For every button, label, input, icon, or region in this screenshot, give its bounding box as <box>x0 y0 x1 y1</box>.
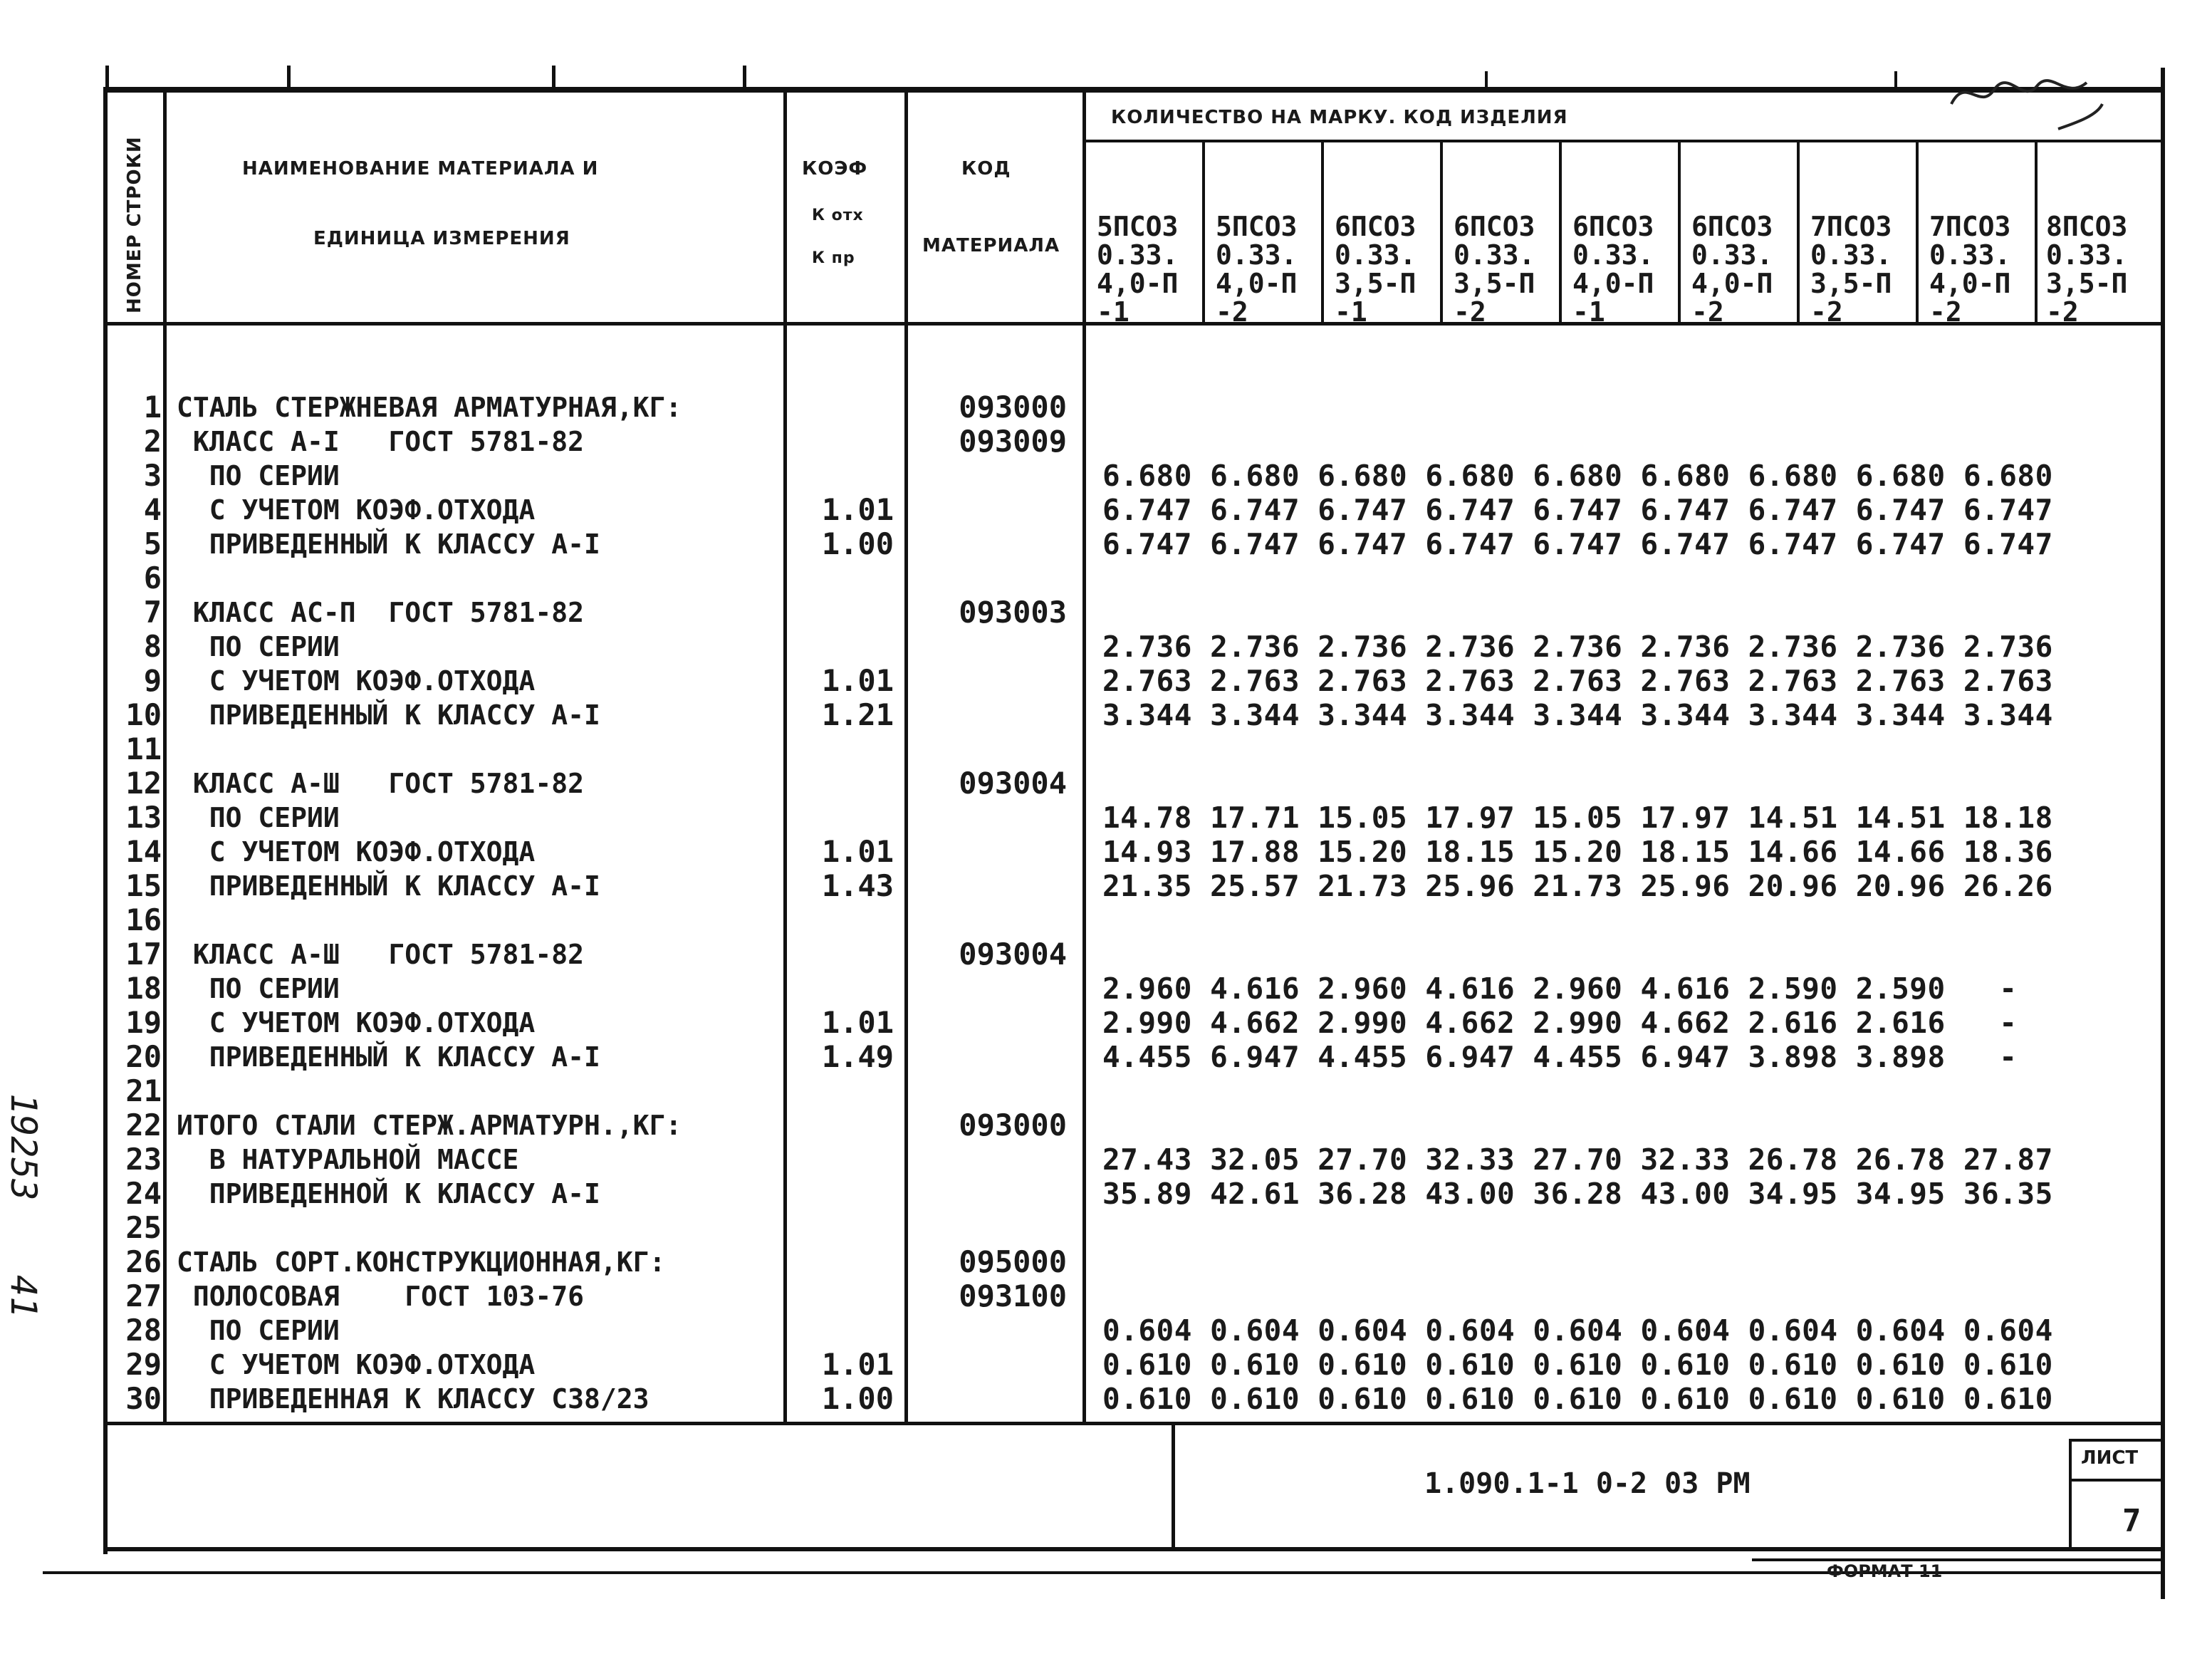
top-tick <box>1485 71 1488 88</box>
quantity-row: 2.960 4.616 2.960 4.616 2.960 4.616 2.590 2.590 - <box>1102 972 2053 1006</box>
footer-top-line <box>103 1422 2165 1425</box>
codes-column <box>926 390 1067 1416</box>
material-name: ПРИВЕДЕННОЙ К КЛАССУ А-I <box>177 1178 600 1209</box>
material-code: 093100 <box>959 1279 1067 1313</box>
material-name: ПРИВЕДЕННЫЙ К КЛАССУ А-I <box>177 529 600 560</box>
quantity-row: 14.93 17.88 15.20 18.15 15.20 18.15 14.66 14.66 18.36 <box>1102 835 2053 869</box>
quantity-row <box>1102 425 2053 459</box>
coef-value <box>808 1177 894 1211</box>
material-code <box>926 1211 1067 1245</box>
material-code <box>926 972 1067 1006</box>
material-code <box>926 527 1067 561</box>
coef-value <box>808 972 894 1006</box>
row-number: 1 <box>143 390 162 425</box>
material-name <box>177 1074 682 1108</box>
coef-header-line2: К отх <box>812 207 864 224</box>
coef-value <box>808 390 894 425</box>
material-name: КЛАСС А-I ГОСТ 5781-82 <box>177 426 584 457</box>
col-line-rownum <box>163 93 167 1425</box>
frame-bottom-line <box>103 1547 2165 1551</box>
mark-col-line <box>2035 141 2038 323</box>
mark-header: 7ПСО3 0.33. 3,5-П -2 <box>1810 211 1892 328</box>
row-number: 26 <box>125 1244 162 1279</box>
quantity-row <box>1102 903 2053 937</box>
material-code <box>926 1382 1067 1416</box>
mark-col-line <box>1321 141 1324 323</box>
material-code <box>926 459 1067 493</box>
row-number: 5 <box>143 526 162 561</box>
quantity-row: 0.604 0.604 0.604 0.604 0.604 0.604 0.604 0.604 0.604 <box>1102 1313 2053 1348</box>
row-number: 28 <box>125 1313 162 1348</box>
mark-header: 6ПСО3 0.33. 3,5-П -1 <box>1335 211 1417 328</box>
coef-value <box>808 1279 894 1313</box>
coef-value <box>808 1245 894 1279</box>
coef-value <box>808 630 894 664</box>
code-header-line2: МАТЕРИАЛА <box>922 235 1060 256</box>
material-code <box>926 698 1067 732</box>
code-header-line1: КОД <box>961 158 1011 179</box>
mark-col-line <box>1559 141 1562 323</box>
quantity-row: 2.736 2.736 2.736 2.736 2.736 2.736 2.736 2.736 2.736 <box>1102 630 2053 664</box>
coef-value: 1.21 <box>821 697 894 732</box>
material-name: ПО СЕРИИ <box>177 973 340 1004</box>
coef-value <box>808 903 894 937</box>
quantity-row <box>1102 766 2053 801</box>
quantity-row: 6.680 6.680 6.680 6.680 6.680 6.680 6.680 6.680 6.680 <box>1102 459 2053 493</box>
top-tick <box>743 66 746 88</box>
coef-value <box>808 561 894 595</box>
quantity-row: 35.89 42.61 36.28 43.00 36.28 43.00 34.95 34.95 36.35 <box>1102 1177 2053 1211</box>
row-number: 21 <box>125 1073 162 1108</box>
quantity-row: 0.610 0.610 0.610 0.610 0.610 0.610 0.610 0.610 0.610 <box>1102 1382 2053 1416</box>
material-code <box>926 732 1067 766</box>
mark-header: 5ПСО3 0.33. 4,0-П -2 <box>1216 211 1298 328</box>
quantity-row <box>1102 1074 2053 1108</box>
material-code <box>926 1313 1067 1348</box>
row-number: 3 <box>143 458 162 493</box>
signature-scribble <box>1944 61 2108 140</box>
top-tick <box>287 66 291 88</box>
quantity-row: 2.763 2.763 2.763 2.763 2.763 2.763 2.763 2.763 2.763 <box>1102 664 2053 698</box>
col-line-code <box>1082 93 1086 1425</box>
material-code: 093000 <box>959 390 1067 425</box>
material-name: С УЧЕТОМ КОЭФ.ОТХОДА <box>177 665 536 697</box>
mark-col-line <box>1440 141 1443 323</box>
coef-value <box>808 1313 894 1348</box>
material-code: 093000 <box>959 1108 1067 1142</box>
mark-header: 8ПСО3 0.33. 3,5-П -2 <box>2046 211 2128 328</box>
coef-value <box>808 595 894 630</box>
row-number: 23 <box>125 1142 162 1177</box>
quantity-row: 4.455 6.947 4.455 6.947 4.455 6.947 3.898 3.898 - <box>1102 1040 2053 1074</box>
coef-value <box>808 1108 894 1142</box>
row-number: 9 <box>143 663 162 698</box>
row-number: 4 <box>143 492 162 527</box>
top-tick <box>552 66 555 88</box>
margin-archive-number: 19253 <box>3 1093 44 1201</box>
sheet-label: ЛИСТ <box>2081 1447 2139 1469</box>
material-name: С УЧЕТОМ КОЭФ.ОТХОДА <box>177 836 536 868</box>
material-name: ПРИВЕДЕННЫЙ К КЛАССУ А-I <box>177 1041 600 1073</box>
material-code: 093009 <box>959 424 1067 459</box>
material-code <box>926 1142 1067 1177</box>
row-number: 17 <box>125 937 162 972</box>
mark-header: 6ПСО3 0.33. 4,0-П -1 <box>1572 211 1654 328</box>
material-code: 095000 <box>959 1244 1067 1279</box>
col-line-name <box>783 93 787 1425</box>
format-bar-top-line <box>1752 1558 2165 1561</box>
row-number: 10 <box>125 697 162 732</box>
top-tick <box>105 66 109 88</box>
material-name: ПРИВЕДЕННЫЙ К КЛАССУ А-I <box>177 870 600 902</box>
material-code <box>926 869 1067 903</box>
material-code <box>926 801 1067 835</box>
quantity-row: 27.43 32.05 27.70 32.33 27.70 32.33 26.78 26.78 27.87 <box>1102 1142 2053 1177</box>
material-code <box>926 835 1067 869</box>
material-name <box>177 903 682 937</box>
row-number: 27 <box>125 1279 162 1313</box>
material-names-column <box>177 390 682 1416</box>
quantity-row: 3.344 3.344 3.344 3.344 3.344 3.344 3.344 3.344 3.344 <box>1102 698 2053 732</box>
row-number: 12 <box>125 766 162 801</box>
coef-value <box>808 937 894 972</box>
quantity-row: 6.747 6.747 6.747 6.747 6.747 6.747 6.747 6.747 6.747 <box>1102 527 2053 561</box>
material-name: ПРИВЕДЕННЫЙ К КЛАССУ А-I <box>177 699 600 731</box>
top-tick <box>1894 71 1897 88</box>
sheet-box-top-line <box>2069 1439 2165 1442</box>
row-number: 22 <box>125 1108 162 1142</box>
mark-header: 5ПСО3 0.33. 4,0-П -1 <box>1097 211 1179 328</box>
coef-value <box>808 801 894 835</box>
row-number: 2 <box>143 424 162 459</box>
coef-header-line1: КОЭФ <box>802 158 868 179</box>
material-code: 093004 <box>959 937 1067 972</box>
coef-value: 1.49 <box>821 1039 894 1074</box>
quantity-row <box>1102 937 2053 972</box>
quantity-row <box>1102 732 2053 766</box>
quantity-title: КОЛИЧЕСТВО НА МАРКУ. КОД ИЗДЕЛИЯ <box>1111 107 1568 128</box>
quantity-row <box>1102 1211 2053 1245</box>
quantity-row <box>1102 390 2053 425</box>
material-name <box>177 561 682 595</box>
row-number: 29 <box>125 1347 162 1382</box>
material-name: ПО СЕРИИ <box>177 802 340 833</box>
coef-value: 1.01 <box>821 492 894 527</box>
quantity-row: 0.610 0.610 0.610 0.610 0.610 0.610 0.610 0.610 0.610 <box>1102 1348 2053 1382</box>
row-number: 19 <box>125 1005 162 1040</box>
row-number: 13 <box>125 800 162 835</box>
material-name: ПРИВЕДЕННАЯ К КЛАССУ С38/23 <box>177 1383 649 1415</box>
coef-value <box>808 1074 894 1108</box>
material-code <box>926 903 1067 937</box>
material-code <box>926 1177 1067 1211</box>
row-number: 24 <box>125 1176 162 1211</box>
coef-value <box>808 1142 894 1177</box>
material-code: 093004 <box>959 766 1067 801</box>
material-code: 093003 <box>959 595 1067 630</box>
coefs-column <box>808 390 894 1416</box>
quantity-row <box>1102 1245 2053 1279</box>
coef-value: 1.01 <box>821 663 894 698</box>
coef-value: 1.00 <box>821 526 894 561</box>
material-name: КЛАСС А-Ш ГОСТ 5781-82 <box>177 939 584 970</box>
material-code <box>926 1040 1067 1074</box>
mark-col-line <box>1202 141 1205 323</box>
material-code <box>926 561 1067 595</box>
row-number: 30 <box>125 1381 162 1416</box>
material-code <box>926 664 1067 698</box>
material-code <box>926 1074 1067 1108</box>
mark-col-line <box>1678 141 1681 323</box>
material-code <box>926 1348 1067 1382</box>
coef-value: 1.01 <box>821 1347 894 1382</box>
coef-value: 1.01 <box>821 1005 894 1040</box>
material-name: С УЧЕТОМ КОЭФ.ОТХОДА <box>177 1007 536 1038</box>
mark-header: 7ПСО3 0.33. 4,0-П -2 <box>1929 211 2011 328</box>
row-number: 25 <box>125 1210 162 1245</box>
values-column <box>1102 390 2053 1416</box>
format-label: ФОРМАТ 11 <box>1827 1561 1943 1581</box>
sheet-number: 7 <box>2122 1503 2141 1539</box>
frame-right-line <box>2161 68 2165 1599</box>
quantity-row: 2.990 4.662 2.990 4.662 2.990 4.662 2.616 2.616 - <box>1102 1006 2053 1040</box>
material-name: СТАЛЬ СТЕРЖНЕВАЯ АРМАТУРНАЯ,КГ: <box>177 392 682 423</box>
sheet-box-mid-line <box>2069 1479 2165 1482</box>
row-number: 20 <box>125 1039 162 1074</box>
material-name: ПО СЕРИИ <box>177 631 340 662</box>
material-name: В НАТУРАЛЬНОЙ МАССЕ <box>177 1144 519 1175</box>
quantity-row <box>1102 1279 2053 1313</box>
coef-header-line3: К пр <box>812 249 855 267</box>
mark-header: 6ПСО3 0.33. 4,0-П -2 <box>1691 211 1773 328</box>
quantity-row: 6.747 6.747 6.747 6.747 6.747 6.747 6.747 6.747 6.747 <box>1102 493 2053 527</box>
document-code: 1.090.1-1 0-2 03 РМ <box>1424 1467 1751 1500</box>
material-name: КЛАСС А-Ш ГОСТ 5781-82 <box>177 768 584 799</box>
col-line-coef <box>904 93 908 1425</box>
coef-value <box>808 459 894 493</box>
quantity-row <box>1102 595 2053 630</box>
row-number: 6 <box>143 561 162 595</box>
row-number: 7 <box>143 595 162 630</box>
material-name: КЛАСС АС-П ГОСТ 5781-82 <box>177 597 584 628</box>
material-name <box>177 732 682 766</box>
row-number: 16 <box>125 902 162 937</box>
quantity-row <box>1102 1108 2053 1142</box>
material-name: ПО СЕРИИ <box>177 1315 340 1346</box>
material-name: ПОЛОСОВАЯ ГОСТ 103-76 <box>177 1281 584 1312</box>
row-number: 14 <box>125 834 162 869</box>
row-number: 15 <box>125 868 162 903</box>
material-name: ИТОГО СТАЛИ СТЕРЖ.АРМАТУРН.,КГ: <box>177 1110 682 1141</box>
quantity-title-line <box>1082 140 2165 142</box>
row-numbers-column <box>103 390 162 1416</box>
material-name: СТАЛЬ СОРТ.КОНСТРУКЦИОННАЯ,КГ: <box>177 1246 666 1278</box>
quantity-row: 21.35 25.57 21.73 25.96 21.73 25.96 20.96 20.96 26.26 <box>1102 869 2053 903</box>
material-name <box>177 1211 682 1245</box>
material-name: С УЧЕТОМ КОЭФ.ОТХОДА <box>177 1349 536 1380</box>
coef-value: 1.01 <box>821 834 894 869</box>
row-number-header: НОМЕР СТРОКИ <box>124 136 145 313</box>
mark-col-line <box>1797 141 1800 323</box>
footer-divider-line <box>1172 1422 1175 1550</box>
row-number: 8 <box>143 629 162 664</box>
coef-value <box>808 425 894 459</box>
sheet-box-left-line <box>2069 1439 2072 1550</box>
quantity-row: 14.78 17.71 15.05 17.97 15.05 17.97 14.51 14.51 18.18 <box>1102 801 2053 835</box>
material-name: ПО СЕРИИ <box>177 460 340 491</box>
quantity-row <box>1102 561 2053 595</box>
material-code <box>926 1006 1067 1040</box>
margin-page-number: 41 <box>3 1275 44 1318</box>
material-name: С УЧЕТОМ КОЭФ.ОТХОДА <box>177 494 536 526</box>
coef-value <box>808 1211 894 1245</box>
coef-value <box>808 732 894 766</box>
row-number: 18 <box>125 971 162 1006</box>
row-number: 11 <box>125 732 162 766</box>
coef-value: 1.43 <box>821 868 894 903</box>
material-code <box>926 493 1067 527</box>
mark-col-line <box>1916 141 1919 323</box>
coef-value: 1.00 <box>821 1381 894 1416</box>
material-name-header-line1: НАИМЕНОВАНИЕ МАТЕРИАЛА И <box>242 158 599 179</box>
material-code <box>926 630 1067 664</box>
frame-top-line <box>103 87 2165 93</box>
material-name-header-line2: ЕДИНИЦА ИЗМЕРЕНИЯ <box>313 228 570 249</box>
mark-header: 6ПСО3 0.33. 3,5-П -2 <box>1454 211 1535 328</box>
coef-value <box>808 766 894 801</box>
